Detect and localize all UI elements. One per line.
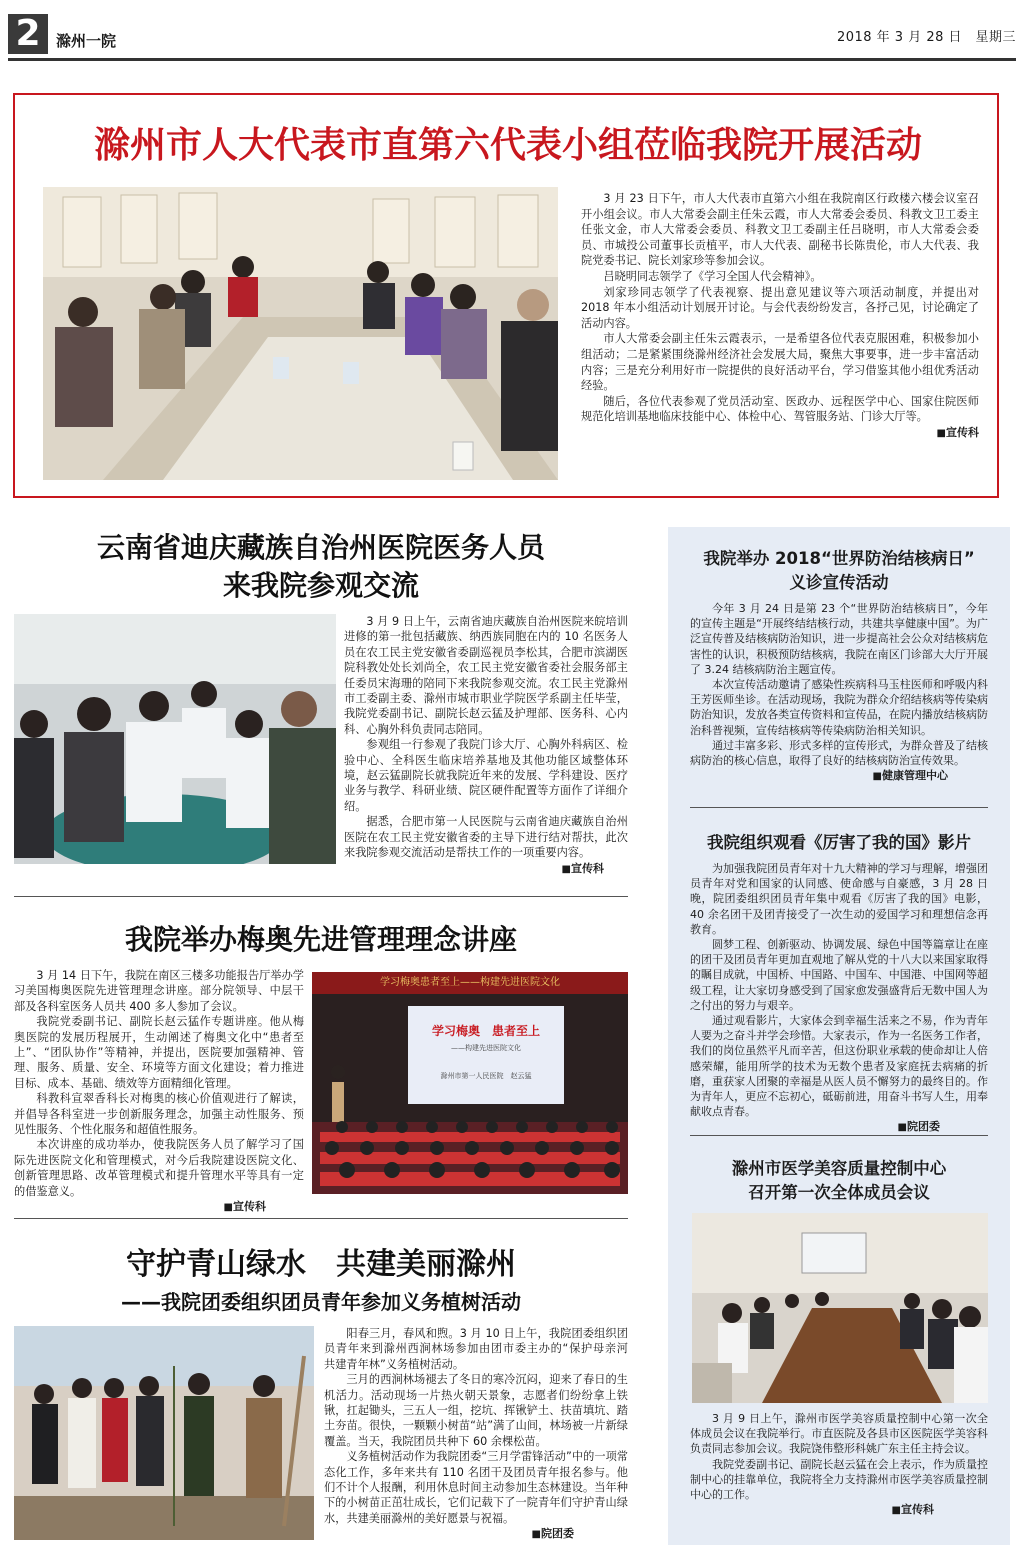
tb-headline-2: 义诊宣传活动	[789, 573, 889, 592]
yunnan-body	[344, 614, 628, 877]
lead-byline: ■ 宣传科	[581, 425, 979, 442]
tree-paragraph: 义务植树活动作为我院团委“三月学雷锋活动”中的一项常态化工作，多年来共有 110 名团干及团员青年报名参与。他们不计个人报酬，利用休息时间主动参加生态林建设。当年种下的小树苗正茁壮成长，它们记载下了一院青年们守护青山绿水，共建美丽滁州的美好愿景与祝福。	[324, 1450, 628, 1525]
mayo-stage-banner: 学习梅奥患者至上——构建先进医院文化	[312, 972, 628, 994]
beauty-paragraph: 我院党委副书记、副院长赵云猛在会上表示，作为质量控制中心的挂靠单位，我院将全力支持滁州市医学美容质量控制中心的工作。	[690, 1457, 988, 1502]
tb-paragraph: 通过丰富多彩、形式多样的宣传形式，为群众普及了结核病防治的核心信息，取得了良好的结核病防治宣传效果。	[690, 738, 988, 768]
right-sidebar-column	[668, 527, 1010, 1545]
mayo-screen-subtitle: ——构建先进医院文化	[451, 1044, 521, 1052]
tb-body	[690, 601, 988, 784]
mayo-paragraph: 3 月 14 日下午，我院在南区三楼多功能报告厅举办学习美国梅奥医院先进管理理念讲座。部分院领导、中层干部及各科室医务人员共 400 多人参加了会议。	[14, 969, 304, 1013]
tb-paragraph: 本次宣传活动邀请了感染性疾病科马玉柱医师和呼吸内科王芳医师坐诊。在活动现场，我院为群众介绍结核病等传染病防治知识，发放各类宣传资料和宣传品，在院内播放结核病防治科普视频，宣传结核病等传染病防治相关知识。	[690, 678, 988, 737]
tree-byline: ■ 院团委	[324, 1526, 628, 1542]
mayo-byline: ■ 宣传科	[14, 1199, 304, 1215]
yunnan-paragraph: 参观组一行参观了我院门诊大厅、心胸外科病区、检验中心、全科医生临床培养基地及其他功能区域整体环境，赵云猛副院长就我院近年来的发展、学科建设、医疗业务与教学、科研业绩、院区硬件配置等方面作了详细介绍。	[344, 738, 628, 813]
mayo-paragraph: 科教科宣翠香科长对梅奥的核心价值观进行了解读，并倡导各科室进一步创新服务理念，加强主动性服务、预见性服务、个性化服务和超值性服务。	[14, 1092, 304, 1137]
yunnan-headline-1: 云南省迪庆藏族自治州医院医务人员	[96, 531, 545, 564]
mayo-screen-title: 学习梅奥 患者至上	[431, 1024, 540, 1038]
lead-paragraph: 3 月 23 日下午，市人大代表市直第六小组在我院南区行政楼六楼会议室召开小组会议。市人大常委会副主任朱云霞，市人大常委会委员、科教文卫工委主任张文金，市人大常委会委员、科教文卫工委副主任吕晓明，市人大常委会委员、市城投公司董事长贡植平，市人大代表、副秘书长陈贵伦，市人大代表、我院党委书记、院长刘家珍等参加会议。	[581, 192, 979, 268]
mayo-audience	[312, 972, 628, 1194]
section-divider	[14, 896, 628, 897]
masthead	[8, 14, 1016, 58]
tb-paragraph: 今年 3 月 24 日是第 23 个“世界防治结核病日”，今年的宣传主题是“开展终结结核行动，共建共享健康中国”。为广泛宣传普及结核病防治知识，进一步提高社会公众对结核病危害性的认识，积极预防结核病，我院在南区门诊部大大厅开展了 3.24 结核病防治主题宣传。	[690, 602, 988, 676]
tb-headline-1: 我院举办 2018“世界防治结核病日”	[703, 549, 975, 568]
beauty-byline: ■ 宣传科	[690, 1502, 988, 1518]
film-body	[690, 861, 988, 1136]
yunnan-headline-2: 来我院参观交流	[222, 569, 419, 602]
film-paragraph: 为加强我院团员青年对十九大精神的学习与理解，增强团员青年对党和国家的认同感、使命感与自豪感，3 月 28 日晚，院团委组织团员青年集中观看《厉害了我的国》电影，40 余名团干及团青接受了一次生动的爱国学习和理想信念再教育。	[690, 862, 988, 936]
mayo-lecture-photo	[312, 972, 628, 1194]
beauty-body	[690, 1411, 988, 1518]
mayo-paragraph: 本次讲座的成功举办，使我院医务人员了解学习了国际先进医院文化和管理模式，对今后我院建设医院文化、创新管理思路、改革管理模式和提升管理水平等具有一定的借鉴意义。	[14, 1138, 304, 1198]
sidebar-divider	[690, 807, 988, 808]
paper-name: 滁州一院	[56, 32, 117, 50]
yunnan-visit-photo	[14, 614, 336, 864]
lead-paragraph: 随后，各位代表参观了党员活动室、医政办、远程医学中心、国家住院医师规范化培训基地临床技能中心、体检中心、驾管服务站、门诊大厅等。	[581, 394, 979, 424]
yunnan-paragraph: 3 月 9 日上午，云南省迪庆藏族自治州医院来皖培训进修的第一批包括藏族、纳西族同胞在内的 10 名医务人员在农工民主党安徽省委副巡视员李松其，合肥市滨湖医院科教处处长刘尚全，农工民主党安徽省委社会服务部主任委员宋海珊的陪同下来我院参观交流。农工民主党滁州市工委副主委、滁州市城市职业学院医学系副主任毕莹，我院党委副书记、副院长赵云猛及护理部、医务科、心内科、心胸外科负责同志陪同。	[344, 615, 628, 736]
beauty-paragraph: 3 月 9 日上午，滁州市医学美容质量控制中心第一次全体成员会议在我院举行。市直医院及各县市区医院医学美容科负责同志参加会议。我院饶伟整形科姚广东主任主持会议。	[690, 1412, 988, 1456]
film-headline: 我院组织观看《厉害了我的国》影片	[707, 833, 971, 852]
film-byline: ■ 院团委	[690, 1119, 988, 1135]
beauty-headline-1: 滁州市医学美容质量控制中心	[731, 1159, 947, 1178]
mayo-headline: 我院举办梅奥先进管理理念讲座	[124, 923, 517, 956]
tree-paragraph: 三月的西涧林场褪去了冬日的寒冷沉闷，迎来了春日的生机活力。活动现场一片热火朝天景象，志愿者们纷纷拿上铁锹，扛起锄头，三五人一组，挖坑、挥锹铲土、扶苗填坑、踏土夯苗。很快，一颗颗小树苗“站”满了山间，林场被一片新绿覆盖。当天，我院团员共种下 60 余棵松苗。	[324, 1373, 628, 1448]
lead-body	[581, 191, 979, 442]
mayo-screen-author: 滁州市第一人民医院 赵云猛	[440, 1072, 532, 1080]
tree-headline: 守护青山绿水 共建美丽滁州	[126, 1247, 516, 1282]
tree-planting-photo	[14, 1326, 314, 1540]
film-paragraph: 圆梦工程、创新驱动、协调发展、绿色中国等篇章让在座的团干及团员青年更加直观地了解从党的十八大以来国家取得的瞩目成就，中国桥、中国路、中国车、中国港、中国网等超级工程，让大家切身感受到了国家愈发强盛背后无数中国人为之付出的努力与艰辛。	[690, 938, 988, 1012]
lead-paragraph: 吕晓明同志领学了《学习全国人代会精神》。	[603, 269, 822, 283]
lead-paragraph: 刘家珍同志领学了代表视察、提出意见建议等六项活动制度，并提出对 2018 年本小组活动计划展开讨论。与会代表纷纷发言，各抒己见，讨论确定了活动内容。	[581, 285, 979, 330]
lead-headline: 滁州市人大代表市直第六代表小组莅临我院开展活动	[93, 125, 922, 166]
masthead-rule	[8, 58, 1016, 61]
sidebar-divider	[690, 1135, 988, 1136]
mayo-body	[14, 968, 304, 1216]
beauty-meeting-photo	[692, 1213, 988, 1403]
lead-meeting-photo	[43, 187, 558, 480]
tree-paragraph: 阳春三月，春风和煦。3 月 10 日上午，我院团委组织团员青年来到滁州西涧林场参加由团市委主办的“保护母亲河 共建青年林”义务植树活动。	[324, 1327, 640, 1371]
page-number: 2	[8, 14, 48, 54]
yunnan-byline: ■ 宣传科	[344, 861, 628, 877]
beauty-headline-2: 召开第一次全体成员会议	[748, 1183, 930, 1202]
tree-body	[324, 1326, 640, 1543]
lead-article	[13, 93, 999, 498]
section-divider	[14, 1218, 628, 1219]
lead-paragraph: 市人大常委会副主任朱云霞表示，一是希望各位代表克服困难，积极参加小组活动；二是紧紧围绕滁州经济社会发展大局，聚焦大事要事，进一步丰富活动内容；三是充分利用好市一院提供的良好活动平台，学习借鉴其他小组优秀活动经验。	[581, 332, 979, 393]
film-paragraph: 通过观看影片，大家体会到幸福生活来之不易，作为青年人要为之奋斗并学会珍惜。大家表示，作为一名医务工作者，我们的岗位虽然平凡而辛苦，但这份职业承载的使命却让人倍感荣耀，能用所学的技术为无数个患者及家庭抚去病痛的折磨，重获家人团聚的幸福是从医人员不懈努力的最终目的。作为青年人，更应不忘初心，砥砺前进，用奋斗书写人生，用奉献收点青春。	[690, 1014, 988, 1119]
mayo-paragraph: 我院党委副书记、副院长赵云猛作专题讲座。他从梅奥医院的发展历程展开，生动阐述了梅奥文化中“患者至上”、“团队协作”等精神，并提出，医院要加强精神、管理、服务、质量、安全、环境等方面文化建设；着力推进目标、成本、基础、绩效等方面精细化管理。	[14, 1015, 304, 1090]
tree-subheadline: ——我院团委组织团员青年参加义务植树活动	[121, 1290, 521, 1314]
tb-byline: ■ 健康管理中心	[690, 768, 988, 784]
issue-date: 2018 年 3 月 28 日 星期三	[836, 30, 1016, 45]
yunnan-paragraph: 据悉，合肥市第一人民医院与云南省迪庆藏族自治州医院在农工民主党安徽省委的主导下进行结对帮扶，此次来我院参观交流活动是帮扶工作的一项重要内容。	[344, 815, 628, 860]
